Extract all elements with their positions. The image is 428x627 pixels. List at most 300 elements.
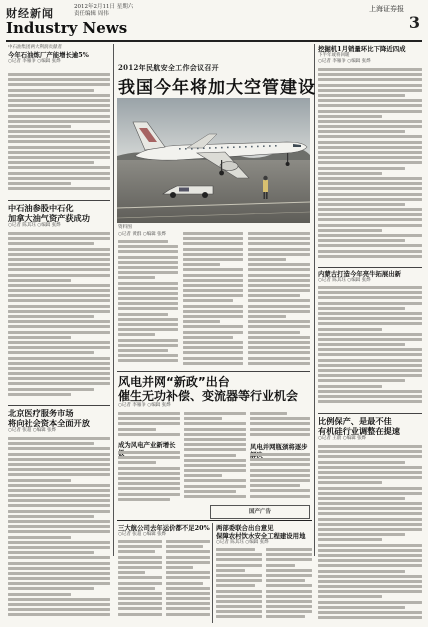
story-divider	[117, 371, 310, 372]
text-line	[118, 428, 156, 431]
text-line	[248, 351, 310, 354]
text-line	[118, 266, 178, 269]
text-line	[183, 258, 243, 261]
text-line	[266, 553, 312, 556]
text-line	[318, 302, 422, 305]
text-line	[184, 469, 246, 472]
text-line	[184, 443, 246, 446]
text-line	[8, 473, 110, 476]
text-line	[118, 339, 178, 342]
text-line	[8, 177, 110, 180]
text-line	[118, 292, 178, 295]
advertisement-box[interactable]	[210, 505, 310, 519]
text-line	[8, 125, 71, 128]
airplane-illustration	[117, 98, 310, 223]
text-line	[118, 250, 178, 253]
text-line	[318, 575, 422, 578]
story-divider	[318, 413, 422, 414]
text-line	[8, 442, 94, 445]
bottom-story-1-body-b	[166, 540, 210, 622]
text-line	[248, 237, 310, 240]
text-line	[8, 572, 110, 575]
text-line	[8, 187, 110, 190]
right-story-1	[318, 45, 422, 65]
left-story-1-body	[8, 73, 110, 197]
text-line	[318, 317, 422, 320]
text-line	[318, 590, 422, 593]
text-line	[166, 576, 210, 579]
text-line	[266, 610, 312, 613]
text-line	[318, 364, 422, 367]
text-line	[118, 487, 180, 490]
text-line	[118, 261, 178, 264]
text-line	[266, 574, 312, 577]
text-line	[118, 582, 162, 585]
text-line	[318, 89, 422, 92]
story-byline: ○记者 陈其珏 ○编辑 张烨	[216, 540, 269, 545]
text-line	[248, 274, 310, 277]
text-line	[8, 367, 110, 370]
text-line	[184, 495, 246, 498]
bottom-story-1-body-a	[118, 540, 162, 622]
text-line	[266, 584, 312, 587]
text-line	[216, 564, 262, 567]
text-line	[318, 611, 422, 614]
text-line	[266, 564, 295, 567]
text-line	[318, 461, 405, 464]
story-divider	[8, 200, 110, 201]
text-line	[318, 198, 422, 201]
left-story-2	[8, 203, 110, 229]
text-line	[266, 595, 312, 598]
text-line	[318, 130, 405, 133]
text-line	[318, 187, 422, 190]
text-line	[318, 120, 422, 123]
text-line	[8, 582, 110, 585]
text-line	[248, 336, 310, 339]
text-line	[118, 493, 180, 496]
text-line	[318, 146, 422, 149]
text-line	[183, 299, 233, 302]
text-line	[318, 507, 422, 510]
text-line	[8, 341, 110, 344]
story-byline: ○记者 张超 ○编辑 张烨	[8, 428, 57, 433]
text-line	[118, 417, 180, 420]
text-line	[8, 172, 110, 175]
text-line	[118, 302, 178, 305]
page-number: 3	[408, 13, 420, 32]
text-line	[8, 320, 110, 323]
text-line	[248, 263, 310, 266]
story-subheadline: 保障农村饮水安全工程建设用地	[216, 532, 306, 540]
masthead-rule	[6, 40, 422, 42]
text-line	[8, 468, 110, 471]
text-line	[166, 550, 210, 553]
text-line	[118, 318, 178, 321]
text-line	[266, 558, 312, 561]
text-line	[8, 377, 110, 380]
text-line	[8, 525, 110, 528]
text-line	[318, 538, 382, 541]
left-story-1	[8, 45, 110, 65]
text-line	[318, 135, 422, 138]
text-line	[250, 469, 310, 472]
text-line	[184, 454, 236, 457]
text-line	[318, 141, 422, 144]
text-line	[250, 479, 310, 482]
text-line	[318, 395, 422, 398]
text-line	[250, 495, 310, 498]
banner-subtitle: 2012年民航安全工作会议召开	[118, 63, 219, 72]
text-line	[183, 341, 243, 344]
text-line	[118, 245, 178, 248]
text-line	[184, 433, 246, 436]
text-line	[318, 385, 382, 388]
text-line	[318, 104, 422, 107]
text-line	[318, 296, 422, 299]
text-line	[318, 544, 422, 547]
text-line	[318, 564, 422, 567]
text-line	[118, 467, 180, 470]
story-divider	[318, 267, 422, 268]
text-line	[8, 182, 71, 185]
text-line	[250, 417, 310, 420]
text-line	[183, 325, 243, 328]
story-subheadline: 将向社会资本全面开放	[8, 418, 90, 428]
text-line	[318, 291, 422, 294]
text-line	[183, 263, 220, 266]
text-line	[8, 135, 110, 138]
text-line	[248, 305, 310, 308]
text-line	[183, 320, 220, 323]
center-body-col1	[118, 240, 178, 368]
story-subheadline: 加拿大油气资产获成功	[8, 213, 90, 223]
text-line	[8, 510, 110, 513]
text-line	[118, 282, 178, 285]
text-line	[118, 276, 155, 279]
text-line	[318, 595, 382, 598]
text-line	[8, 494, 110, 497]
text-line	[266, 605, 312, 608]
text-line	[118, 566, 162, 569]
text-line	[318, 328, 382, 331]
text-line	[8, 593, 71, 596]
banner-headline: 我国今年将加大空管建设	[118, 78, 316, 98]
text-line	[318, 570, 405, 573]
text-line	[118, 451, 180, 454]
text-line	[318, 78, 422, 81]
text-line	[318, 73, 422, 76]
text-line	[318, 322, 422, 325]
text-line	[8, 587, 94, 590]
text-line	[250, 428, 310, 431]
text-line	[216, 574, 262, 577]
text-line	[318, 161, 422, 164]
text-line	[8, 346, 110, 349]
text-line	[250, 433, 310, 436]
text-line	[318, 167, 405, 170]
text-line	[183, 232, 243, 235]
text-line	[216, 584, 255, 587]
text-line	[166, 613, 210, 616]
text-line	[8, 299, 110, 302]
story-subheadline: 有机硅行业调整在提速	[318, 426, 400, 436]
text-line	[318, 492, 422, 495]
text-line	[183, 274, 243, 277]
text-line	[184, 428, 246, 431]
text-line	[318, 99, 422, 102]
text-line	[8, 99, 110, 102]
text-line	[8, 567, 110, 570]
story-headline: 今年石油炼厂产能增长逾5%	[8, 51, 89, 59]
text-line	[8, 484, 110, 487]
text-line	[8, 258, 110, 261]
text-line	[216, 595, 262, 598]
text-line	[118, 607, 162, 610]
text-line	[318, 616, 422, 619]
text-line	[8, 393, 71, 396]
text-line	[216, 569, 245, 572]
text-line	[8, 161, 94, 164]
text-line	[318, 115, 382, 118]
text-line	[318, 239, 405, 242]
left-story-3-body	[8, 437, 110, 622]
text-line	[216, 590, 262, 593]
wind-body-col1b	[118, 451, 180, 503]
text-line	[250, 458, 310, 461]
text-line	[118, 307, 178, 310]
text-line	[8, 94, 110, 97]
text-line	[266, 548, 312, 551]
text-line	[118, 592, 162, 595]
text-line	[216, 558, 262, 561]
wind-subhead-2: 风电并网瓶颈将逐步	[250, 443, 308, 451]
text-line	[318, 94, 405, 97]
text-line	[118, 561, 162, 564]
text-line	[318, 502, 422, 505]
story-subheadline: 催生无功补偿、变流器等行业机会	[118, 389, 299, 403]
text-line	[8, 305, 110, 308]
text-line	[266, 615, 305, 618]
text-line	[183, 336, 233, 339]
text-line	[8, 289, 110, 292]
center-body-col3	[248, 232, 310, 368]
text-line	[318, 455, 422, 458]
bottom-story-2	[216, 524, 312, 546]
text-line	[8, 577, 110, 580]
text-line	[250, 412, 287, 415]
text-line	[318, 533, 405, 536]
text-line	[216, 579, 262, 582]
text-line	[183, 289, 243, 292]
text-line	[118, 472, 180, 475]
text-line	[8, 310, 110, 313]
story-byline: ○记者 黄群 ○编辑 张烨	[118, 232, 167, 237]
text-line	[250, 422, 310, 425]
text-line	[318, 374, 422, 377]
wind-power-headline	[118, 375, 310, 409]
text-line	[118, 433, 180, 436]
text-line	[248, 315, 286, 318]
text-line	[183, 253, 243, 256]
text-line	[166, 607, 210, 610]
text-line	[8, 382, 110, 385]
text-line	[318, 379, 405, 382]
text-line	[318, 182, 422, 185]
advertisement-label: 国产广告	[248, 509, 271, 515]
date-line-2: 责任编辑 周伟	[74, 10, 109, 17]
newspaper-name: 上海证券报	[369, 5, 404, 13]
text-line	[318, 343, 405, 346]
text-line	[118, 498, 170, 501]
text-line	[318, 487, 422, 490]
text-line	[318, 466, 422, 469]
center-body-col2	[183, 232, 243, 368]
column-divider-right	[314, 44, 315, 556]
text-line	[166, 556, 210, 559]
text-line	[318, 580, 422, 583]
text-line	[118, 550, 155, 553]
text-line	[8, 115, 110, 118]
text-line	[118, 297, 178, 300]
text-line	[8, 315, 94, 318]
text-line	[318, 218, 422, 221]
text-line	[118, 613, 162, 616]
text-line	[8, 232, 110, 235]
text-line	[8, 284, 110, 287]
text-line	[183, 305, 243, 308]
text-line	[250, 453, 310, 456]
text-line	[318, 224, 422, 227]
text-line	[8, 89, 94, 92]
text-line	[8, 166, 110, 169]
text-line	[266, 600, 312, 603]
text-line	[216, 548, 255, 551]
text-line	[318, 390, 422, 393]
text-line	[8, 120, 110, 123]
text-line	[266, 590, 312, 593]
text-line	[184, 474, 222, 477]
text-line	[8, 156, 110, 159]
story-headline: 风电并网“新政”出台	[118, 375, 230, 389]
text-line	[248, 320, 310, 323]
text-line	[166, 540, 210, 543]
text-line	[8, 546, 110, 549]
text-line	[183, 357, 243, 360]
text-line	[8, 331, 110, 334]
wind-body-col3b	[250, 453, 310, 503]
text-line	[318, 476, 422, 479]
text-line	[248, 310, 310, 313]
text-line	[318, 601, 422, 604]
text-line	[318, 450, 422, 453]
text-line	[166, 582, 203, 585]
text-line	[248, 268, 310, 271]
right-story-2	[318, 270, 422, 284]
text-line	[8, 458, 110, 461]
text-line	[183, 248, 243, 251]
text-line	[318, 255, 422, 258]
photo-caption: 资料图	[118, 225, 132, 230]
text-line	[318, 172, 382, 175]
text-line	[8, 130, 110, 133]
text-line	[118, 482, 180, 485]
text-line	[8, 146, 110, 149]
text-line	[183, 315, 243, 318]
left-story-3	[8, 408, 110, 434]
text-line	[250, 489, 310, 492]
wind-subhead-1: 成为风电产业新增长	[118, 441, 176, 449]
text-line	[318, 244, 422, 247]
text-line	[216, 610, 262, 613]
text-line	[118, 323, 178, 326]
text-line	[8, 357, 110, 360]
text-line	[118, 271, 178, 274]
story-headline: 三大航公司去年运价都不足20%	[118, 524, 210, 532]
text-line	[118, 333, 155, 336]
text-line	[248, 279, 310, 282]
airport-photo	[117, 98, 310, 223]
text-line	[166, 571, 210, 574]
text-line	[318, 156, 422, 159]
text-line	[184, 479, 246, 482]
text-line	[266, 579, 305, 582]
text-line	[248, 331, 300, 334]
bottom-story-2-body-b	[266, 548, 312, 622]
center-byline-block	[118, 232, 178, 238]
text-line	[248, 294, 300, 297]
text-line	[183, 242, 243, 245]
text-line	[250, 463, 310, 466]
text-line	[118, 313, 168, 316]
story-headline: 内蒙古打造今年亮牛拓展出新	[318, 270, 402, 278]
text-line	[8, 294, 110, 297]
text-line	[318, 213, 422, 216]
story-byline: ○记者 李雁争 ○编辑 张烨	[318, 59, 371, 64]
text-line	[184, 490, 236, 493]
story-kicker: 中石油集团两大利润贡献者	[8, 45, 62, 50]
text-line	[318, 193, 422, 196]
text-line	[118, 359, 178, 362]
text-line	[8, 489, 110, 492]
text-line	[8, 520, 110, 523]
text-line	[248, 258, 286, 261]
left-story-2-body	[8, 232, 110, 402]
wind-body-col1a	[118, 412, 180, 440]
issue-date	[74, 4, 133, 17]
text-line	[183, 346, 243, 349]
text-line	[8, 536, 71, 539]
text-line	[8, 453, 110, 456]
story-divider	[8, 405, 110, 406]
text-line	[8, 151, 110, 154]
text-line	[118, 556, 162, 559]
story-subheadline: 下半年或将回暖	[318, 53, 350, 58]
text-line	[8, 325, 110, 328]
text-line	[318, 445, 422, 448]
text-line	[118, 461, 156, 464]
story-headline: 比例保产、是最不佳	[318, 416, 392, 426]
text-line	[216, 615, 262, 618]
wind-body-col3a	[250, 412, 310, 442]
text-line	[318, 110, 422, 113]
text-line	[184, 464, 246, 467]
text-line	[8, 78, 110, 81]
text-line	[318, 512, 422, 515]
bottom-story-1	[118, 524, 210, 538]
text-line	[318, 518, 422, 521]
text-line	[166, 561, 210, 564]
